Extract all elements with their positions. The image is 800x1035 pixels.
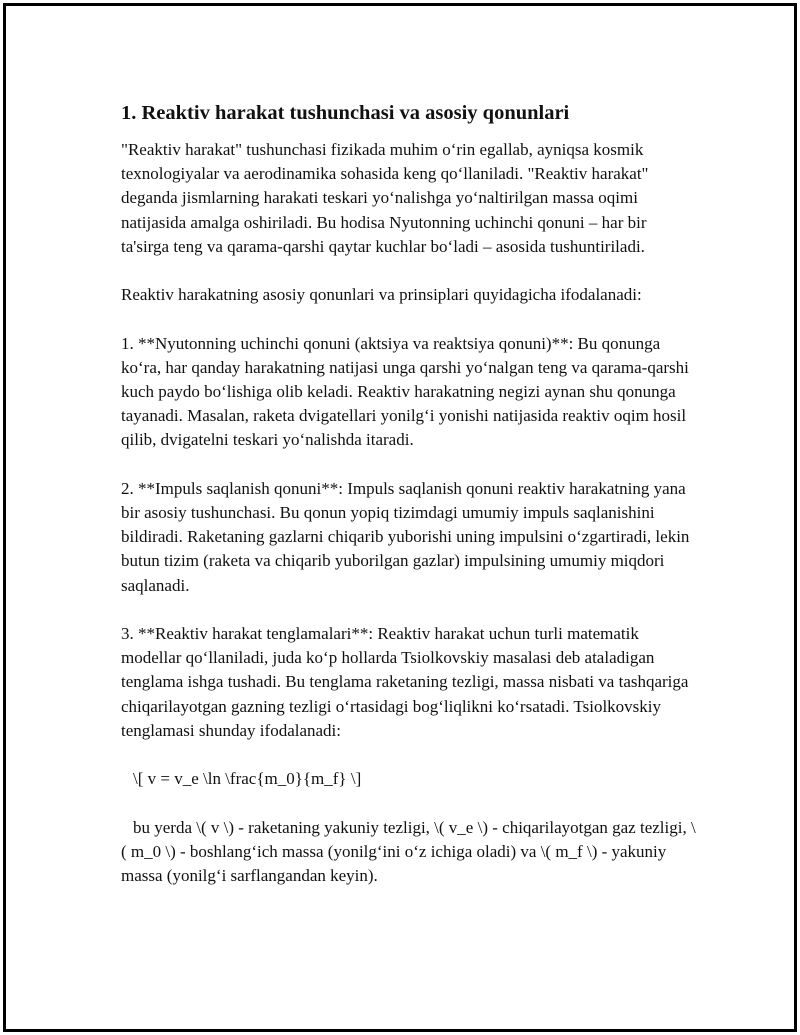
impulse-conservation-paragraph: 2. **Impuls saqlanish qonuni**: Impuls saqlanish qonuni reaktiv harakatning yana bir asosiy tushunchasi. Bu qonun yopiq tizimdagi umumiy impuls saqlanishini bildiradi. Raketaning gazlarni chiqarib yuborishi uning impulsini o‘zgartiradi, lekin butun tizim (raketa va chiqarib yuborilgan gazlar) impulsining umumiy miqdori saqlanadi.	[121, 478, 690, 595]
principles-intro-paragraph: Reaktiv harakatning asosiy qonunlari va prinsiplari quyidagicha ifodalanadi:	[121, 285, 642, 305]
newton-third-law-paragraph: 1. **Nyutonning uchinchi qonuni (aktsiya va reaktsiya qonuni)**: Bu qonunga ko‘ra, har qanday harakatning natijasi unga qarshi yo‘nalgan teng va qarama-qarshi kuch paydo bo‘lishiga olib keladi. Reaktiv harakatning negizi aynan shu qonunga tayanadi. Masalan, raketa dvigatellari yonilg‘i yonishi natijasida reaktiv oqim hosil qilib, dvigatelni teskari yo‘nalishda itaradi.	[121, 333, 689, 450]
page-frame	[3, 3, 797, 1032]
equations-paragraph: 3. **Reaktiv harakat tenglamalari**: Reaktiv harakat uchun turli matematik modellar qo‘llaniladi, juda ko‘p hollarda Tsiolkovskiy masalasi deb ataladigan tenglama ishga tushadi. Bu tenglama raketaning tezligi, massa nisbati va tashqariga chiqarilayotgan gazning tezligi o‘rtasidagi bog‘liqlikni ko‘rsatadi. Tsiolkovskiy tenglamasi shunday ifodalanadi:	[121, 624, 689, 740]
intro-paragraph: "Reaktiv harakat" tushunchasi fizikada muhim o‘rin egallab, ayniqsa kosmik texnologiyalar va aerodinamika sohasida keng qo‘llaniladi. "Reaktiv harakat" deganda jismlarning harakati teskari yo‘nalishga yo‘naltirilgan massa oqimi natijasida amalga oshiriladi. Bu hodisa Nyutonning uchinchi qonuni – har bir ta'sirga teng va qarama-qarshi qaytar kuchlar bo‘ladi – asosida tushuntiriladi.	[121, 140, 649, 256]
document-body	[121, 100, 696, 912]
tsiolkovsky-formula: \[ v = v_e \ln \frac{m_0}{m_f} \]	[133, 769, 362, 789]
section-heading: 1. Reaktiv harakat tushunchasi va asosiy qonunlari	[121, 102, 570, 124]
formula-explanation: bu yerda \( v \) - raketaning yakuniy tezligi, \( v_e \) - chiqarilayotgan gaz tezligi, \( m_0 \) - boshlang‘ich massa (yonilg‘ini o‘z ichiga oladi) va \( m_f \) - yakuniy massa (yonilg‘i sarflangandan keyin).	[121, 817, 696, 885]
